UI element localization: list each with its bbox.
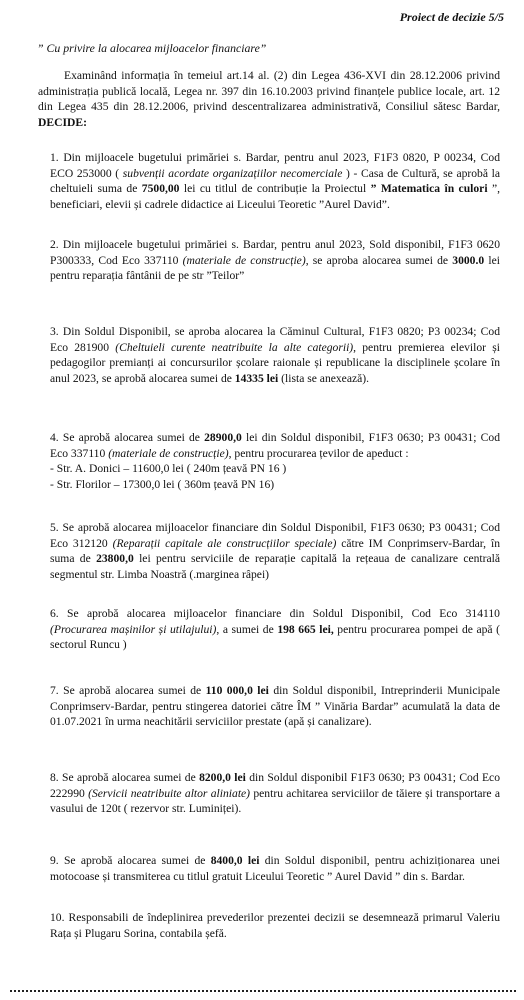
document-header: Proiect de decizie 5/5 — [399, 10, 504, 24]
item-number: 7. — [50, 684, 59, 697]
decision-item-9: 9. Se aprobă alocarea sumei de 8400,0 lei din Soldul disponibil, pentru achiziționarea unei motocoase și transmiterea cu titlul gratuit Liceului Teoretic ” Aurel David ” din s. Bardar. — [50, 854, 501, 883]
item-number: 4. — [50, 431, 59, 444]
decision-item-8: 8. Se aprobă alocarea sumei de 8200,0 lei din Soldul disponibil F1F3 0630; P3 00431; Cod Eco 222990 (Servicii neatribuite altor aliniate) pentru achitarea serviciilor de tăiere și transportare a vasului de 120t ( rezervor str. Luminiței). — [50, 771, 501, 816]
decision-item-3: 3. Din Soldul Disponibil, se aproba alocarea la Căminul Cultural, F1F3 0820; P3 00234; Cod Eco 281900 (Cheltuieli curente neatribuite la alte categorii), pentru premierea elevilor și pedagogilor premianți ai concursurilor școlare raionale și republicane la disciplinele școlare în anul 2023, se aprobă alocarea sumei de 14335 lei (lista se anexează). — [50, 325, 500, 385]
item-sub-line: - Str. A. Donici – 11600,0 lei ( 240m țeavă PN 16 ) — [50, 462, 287, 476]
item-number: 5. — [50, 521, 59, 534]
item-number: 8. — [50, 771, 59, 784]
item-number: 1. — [50, 151, 59, 164]
decide-keyword: DECIDE: — [38, 115, 87, 129]
document-subject: ” Cu privire la alocarea mijloacelor financiare” — [37, 41, 267, 55]
decision-item-1: 1. Din mijloacele bugetului primăriei s. Bardar, pentru anul 2023, F1F3 0820, P 00234, Cod ECO 253000 ( subvenții acordate organizațiilor necomerciale ) - Casa de Cultură, se aprobă la cheltuieli suma de 7500,00 lei cu titlul de contribuție la Proiectul ” Matematica în culori ”, beneficiari, elevii și cadrele didactice ai Liceului Teoretic ”Aurel David”. — [50, 151, 501, 211]
item-number: 3. — [50, 325, 59, 338]
decision-item-7: 7. Se aprobă alocarea sumei de 110 000,0 lei din Soldul disponibil, Intreprinderii Municipale Conprimserv-Bardar, pentru stingerea datoriei către ÎM ” Vinăria Bardar” acumulată la data de 01.07.2021 în urma neachitării serviciilor prestate (apă și canalizare). — [50, 684, 500, 729]
preamble-paragraph — [38, 68, 500, 130]
preamble-text: Examinând informația în temeiul art.14 al. (2) din Legea 436-XVI din 28.12.2006 privind administrația publică locală, Legea nr. 397 din 16.10.2003 privind finanțele publice locale, art. 12 din Legea 435 din 28.12.2006, privind descentralizarea administrativă, Consiliul sătesc Bardar, — [38, 69, 500, 114]
item-number: 10. — [50, 911, 65, 924]
item-number: 9. — [50, 854, 59, 867]
page-bottom-dotted-divider — [10, 990, 516, 992]
decision-item-4: 4. Se aprobă alocarea sumei de 28900,0 lei din Soldul disponibil, F1F3 0630; P3 00431; Cod Eco 337110 (materiale de construcție), pentru procurarea țevilor de apeduct : - Str. A. Donici – 11600,0 lei ( 240m țeavă PN 16 ) - Str. Florilor – 17300,0 lei ( 360m țeavă PN 16) — [50, 431, 500, 491]
decision-item-10: 10. Responsabili de îndeplinirea prevederilor prezentei decizii se desemnează primarul Valeriu Rața și Plugaru Sorina, contabila șefă. — [50, 911, 500, 940]
decision-item-2: 2. Din mijloacele bugetului primăriei s. Bardar, pentru anul 2023, Sold disponibil, F1F3 0620 P300333, Cod Eco 337110 (materiale de construcție), se aproba alocarea sumei de 3000.0 lei pentru reparația fântânii de pe str ”Teilor” — [50, 238, 501, 283]
decision-item-6: 6. Se aprobă alocarea mijloacelor financiare din Soldul Disponibil, Cod Eco 314110 (Procurarea mașinilor și utilajului), a sumei de 198 665 lei, pentru procurarea pompei de apă ( sectorul Runcu ) — [50, 607, 500, 652]
item-number: 2. — [50, 238, 59, 251]
item-sub-line: - Str. Florilor – 17300,0 lei ( 360m țeavă PN 16) — [50, 477, 275, 491]
decision-item-5: 5. Se aprobă alocarea mijloacelor financiare din Soldul Disponibil, F1F3 0630; P3 00431; Cod Eco 312120 (Reparații capitale ale construcțiilor speciale) către IM Conprimserv-Bardar, în suma de 23800,0 lei pentru serviciile de reparație capitală la rețeaua de canalizare centrală segmentul str. Limba Noastră (.marginea râpei) — [50, 521, 501, 581]
item-number: 6. — [50, 607, 59, 620]
